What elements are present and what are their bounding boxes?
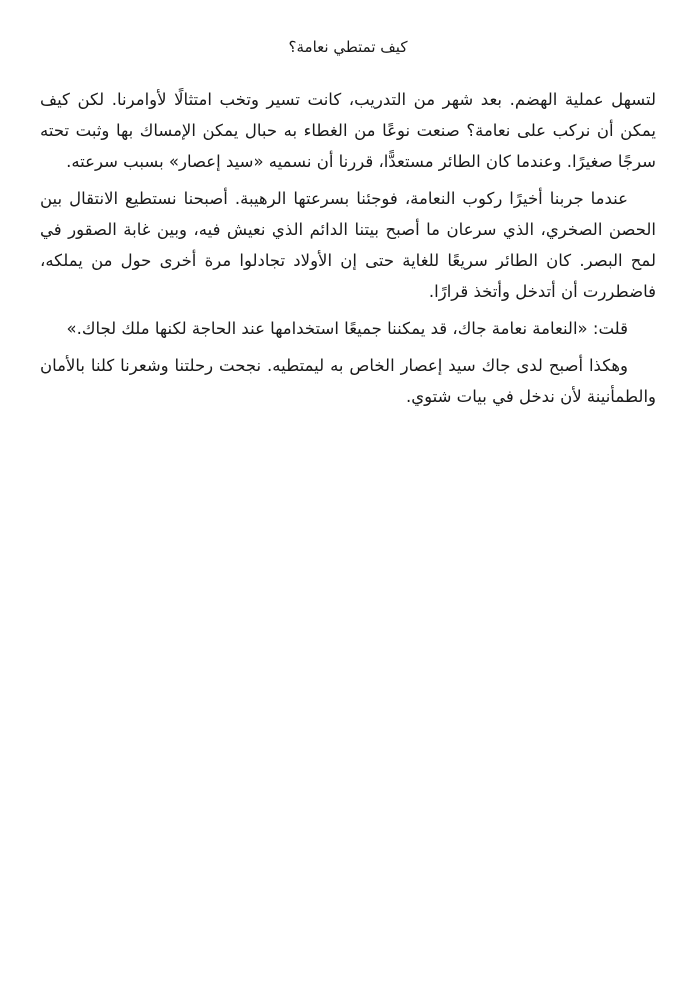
paragraph-1: لتسهل عملية الهضم. بعد شهر من التدريب، كانت تسير وتخب امتثالًا لأوامرنا. لكن كيف يمكن أن نركب على نعامة؟ صنعت نوعًا من الغطاء به حبال يمكن الإمساك بها وثبت تحته سرجًا صغيرًا. وعندما كان الطائر مستعدًّا، قررنا أن نسميه «سيد إعصار» بسبب سرعته. (40, 90, 656, 171)
running-title: كيف تمتطي نعامة؟ (288, 38, 408, 56)
paragraph-2: عندما جربنا أخيرًا ركوب النعامة، فوجئنا بسرعتها الرهيبة. أصبحنا نستطيع الانتقال بين الحصن الصخري، الذي سرعان ما أصبح بيتنا الدائم الذي نعيش فيه، وبين غابة الصقور في لمح البصر. كان الطائر سريعًا للغاية حتى إن الأولاد تجادلوا مرة أخرى حول من يملكه، فاضطررت أن أتدخل وأتخذ قرارًا. (40, 189, 656, 301)
body-text (40, 84, 656, 412)
paragraph-3: قلت: «النعامة نعامة جاك، قد يمكننا جميعًا استخدامها عند الحاجة لكنها ملك لجاك.» (66, 319, 628, 338)
paragraph-4: وهكذا أصبح لدى جاك سيد إعصار الخاص به ليمتطيه. نجحت رحلتنا وشعرنا كلنا بالأمان والطمأنينة لأن ندخل في بيات شتوي. (40, 356, 656, 406)
